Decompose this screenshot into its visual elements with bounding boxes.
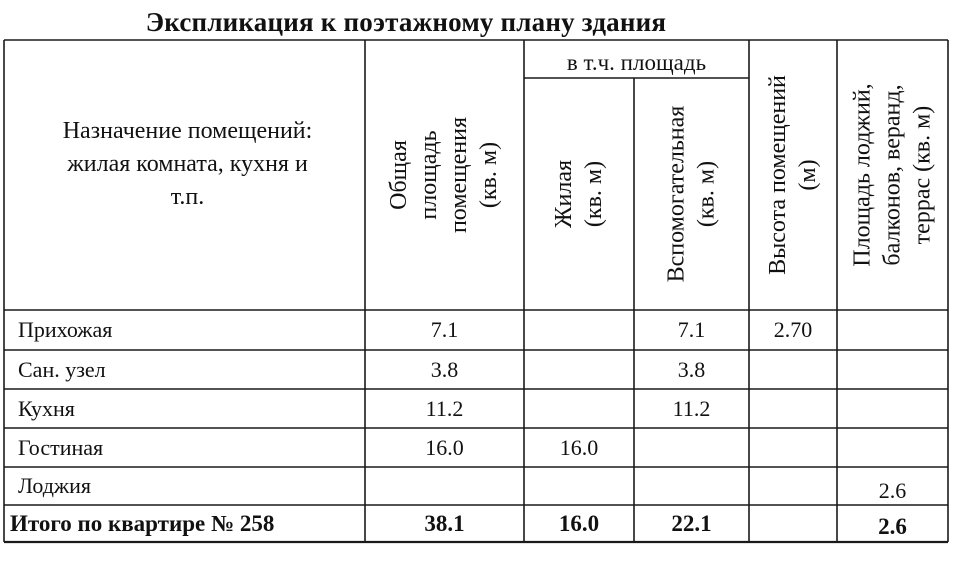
auxiliary-area-cell: 11.2: [672, 395, 711, 421]
room-name-cell: Лоджия: [18, 473, 92, 498]
header-living-line: Жилая: [550, 159, 577, 229]
auxiliary-area-cell: [634, 467, 749, 505]
room-name-cell: Прихожая: [18, 317, 113, 342]
header-loggia-line: балконов, веранд,: [879, 84, 906, 266]
header-height-line: (м): [795, 159, 822, 191]
loggia-area-cell: [837, 428, 948, 467]
auxiliary-area-cell: 3.8: [677, 356, 706, 382]
auxiliary-area-cell: [634, 428, 749, 467]
height-cell: 2.70: [773, 317, 813, 342]
header-height-line: Высота помещений: [765, 75, 792, 275]
header-room-height: [749, 40, 837, 310]
auxiliary-area-cell: 7.1: [677, 317, 706, 342]
living-area-sum-cell: 16.0: [558, 510, 600, 536]
header-living-area: [524, 78, 634, 310]
header-loggia-line: террас (кв. м): [909, 105, 936, 245]
living-area-cell: [524, 350, 634, 389]
header-total-area-line: помещения: [446, 116, 473, 234]
living-area-cell: [524, 310, 634, 350]
header-total-area-line: Общая: [386, 140, 413, 210]
header-purpose-line: Назначение помещений:: [62, 117, 313, 144]
header-auxiliary-area: [634, 78, 749, 310]
room-name-cell: Кухня: [18, 395, 75, 421]
header-loggia-line: Площадь лоджий,: [849, 83, 876, 267]
header-total-area-line: (кв. м): [476, 141, 503, 209]
room-name-cell: Гостиная: [18, 434, 104, 460]
total-area-cell: 11.2: [425, 395, 464, 421]
room-name-cell: Сан. узел: [18, 356, 106, 382]
header-purpose-line: т.п.: [170, 183, 205, 210]
header-including-area: в т.ч. площадь: [566, 50, 707, 75]
height-cell: [749, 467, 837, 505]
header-auxiliary-line: Вспомогательная: [663, 105, 690, 283]
living-area-cell: [524, 467, 634, 505]
living-area-cell: [524, 389, 634, 428]
total-area-sum-cell: 38.1: [424, 510, 465, 536]
header-auxiliary-line: (кв. м): [693, 160, 720, 228]
header-total-area: [365, 40, 524, 310]
loggia-area-cell: [837, 389, 948, 428]
auxiliary-area-sum-cell: 22.1: [671, 510, 712, 536]
height-cell: [749, 389, 837, 428]
header-purpose-line: жилая комната, кухня и: [67, 150, 308, 177]
header-purpose: [10, 48, 365, 310]
header-loggia-area: [837, 40, 948, 310]
total-area-cell: [365, 467, 524, 505]
loggia-area-cell: 2.6: [878, 478, 907, 503]
loggia-area-cell: [837, 310, 948, 350]
total-area-cell: 7.1: [430, 317, 459, 342]
height-cell: [749, 350, 837, 389]
document-title: Экспликация к поэтажному плану здания: [145, 7, 667, 37]
total-area-cell: 16.0: [425, 434, 464, 460]
total-label-cell: Итого по квартире № 258: [10, 510, 275, 536]
header-living-line: (кв. м): [580, 160, 607, 228]
height-sum-cell: [749, 505, 837, 542]
height-cell: [749, 428, 837, 467]
loggia-area-cell: [837, 350, 948, 389]
living-area-cell: 16.0: [559, 434, 599, 460]
total-area-cell: 3.8: [430, 356, 459, 382]
header-total-area-line: площадь: [416, 130, 443, 220]
loggia-area-sum-cell: 2.6: [878, 513, 907, 539]
